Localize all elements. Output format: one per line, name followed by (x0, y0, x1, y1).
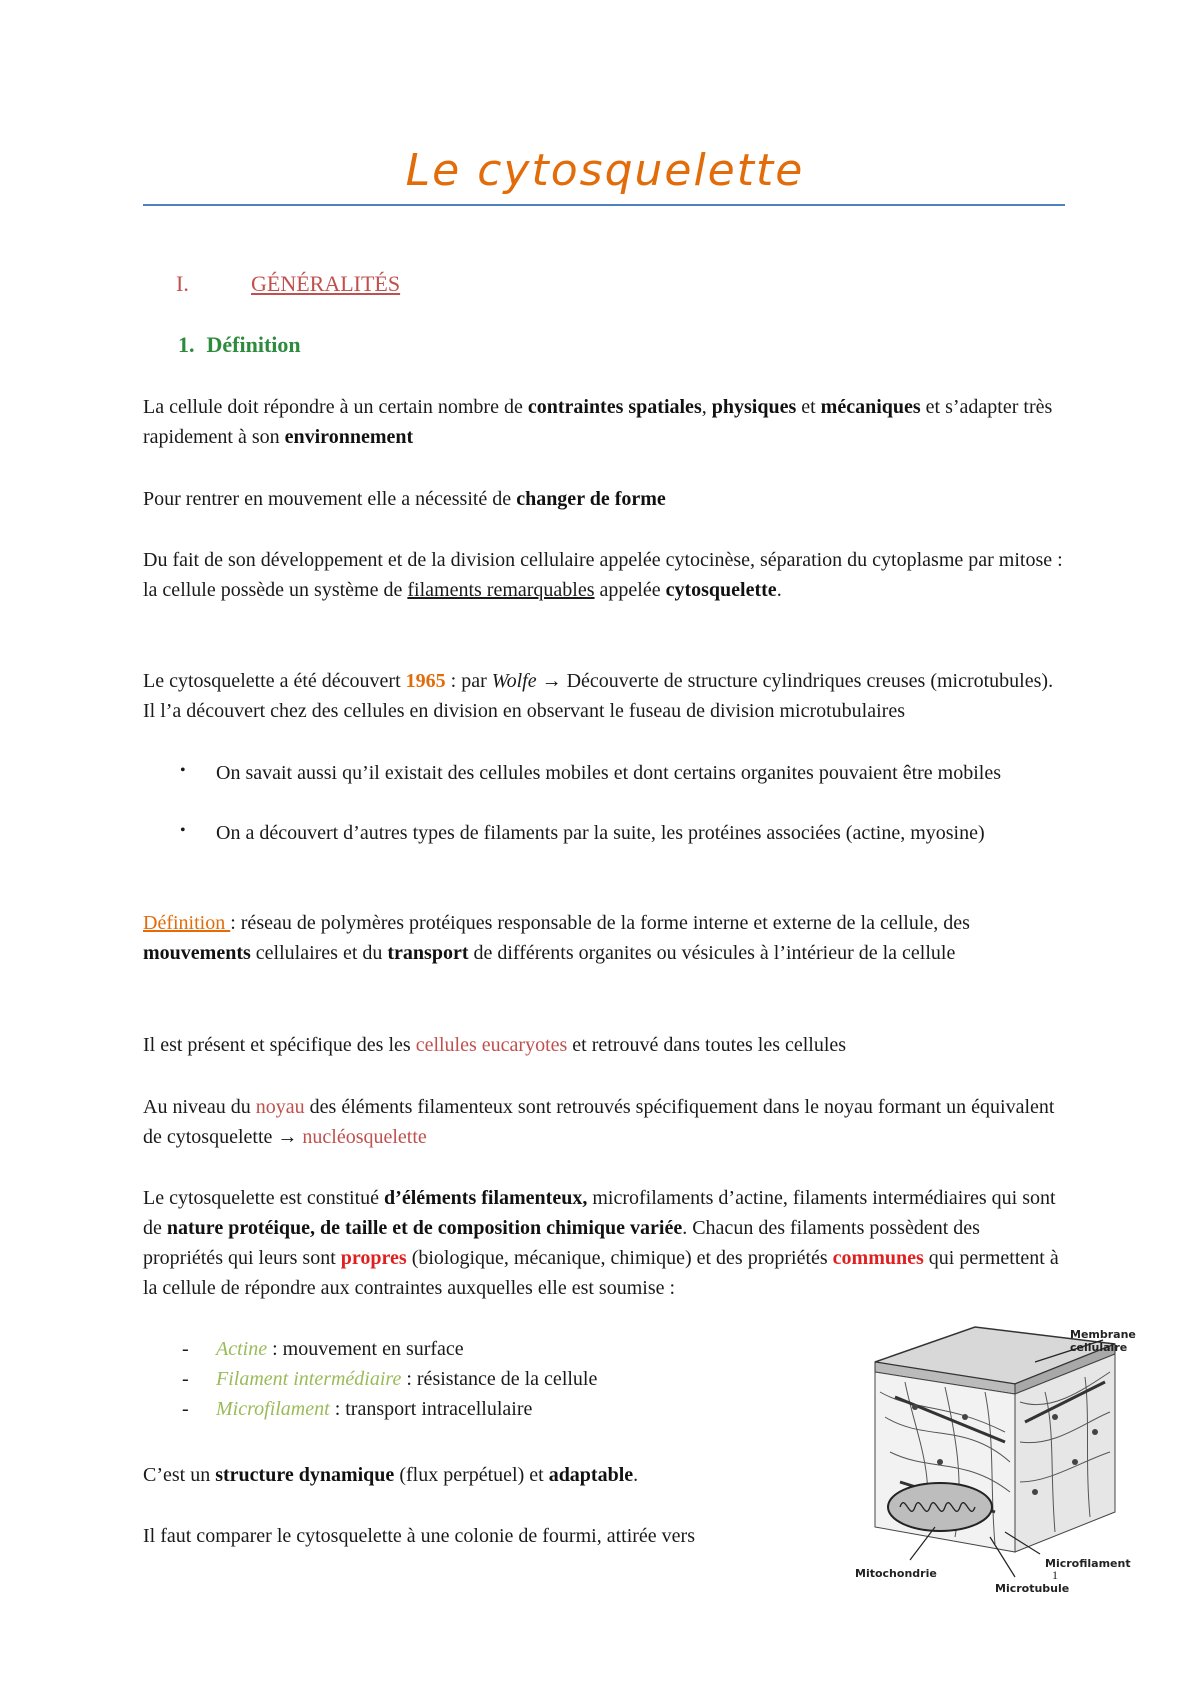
dash-list-item (182, 1334, 464, 1364)
bold-text: cytosquelette (665, 579, 777, 601)
label-line: Membrane (1070, 1328, 1136, 1341)
text: . (633, 1464, 639, 1486)
paragraph-ant-colony: Il faut comparer le cytosquelette à une colonie de fourmi, attirée vers (143, 1525, 695, 1547)
bold-text: environnement (284, 426, 414, 448)
figure-label-mitochondria: Mitochondrie (855, 1567, 937, 1580)
bold-text: nature protéique, de taille et de composition chimique variée (166, 1217, 683, 1239)
text: et s’adapter très rapidement à son (143, 396, 1053, 448)
text: : réseau de polymères protéiques responsable de la forme interne et externe de la cellule, des (230, 912, 970, 934)
text: Le cytosquelette a été découvert (143, 670, 406, 692)
underlined-text: filaments remarquables (407, 579, 595, 601)
text: La cellule doit répondre à un certain nombre de (143, 396, 528, 418)
text: Du fait de son développement et de la division cellulaire appelée cytocinèse, séparation du cytoplasme par mitose : la cellule possède un système de (143, 549, 1063, 601)
dash-icon: - (182, 1338, 189, 1360)
dash-list-item (182, 1364, 597, 1394)
list-item-text: On savait aussi qu’il existait des cellules mobiles et dont certains organites pouvaient être mobiles (216, 762, 1001, 784)
text: et (796, 396, 821, 418)
bold-text: mouvements (143, 942, 251, 964)
text: C’est un (143, 1464, 216, 1486)
text: Il est présent et spécifique des les (143, 1034, 416, 1056)
text: appelée (594, 579, 666, 601)
text: microfilaments d’actine, filaments intermédiaires qui sont de (143, 1187, 1056, 1239)
section-heading (176, 271, 400, 297)
section-number: I. (176, 271, 189, 296)
bullet-icon: • (180, 822, 186, 839)
text: cellulaires et du (250, 942, 388, 964)
bold-text: physiques (711, 396, 797, 418)
paragraph-discovery (143, 666, 1063, 726)
subsection-title: Définition (206, 332, 301, 357)
text: (flux perpétuel) et (394, 1464, 549, 1486)
text: Le cytosquelette est constitué (143, 1187, 385, 1209)
text: : résistance de la cellule (401, 1368, 598, 1390)
list-item (180, 818, 1080, 848)
text: : transport intracellulaire (329, 1398, 533, 1420)
bullet-icon: • (180, 762, 186, 779)
text: : par (445, 670, 492, 692)
figure-label-microtubule: Microtubule (995, 1582, 1070, 1595)
figure-label-membrane (1070, 1328, 1136, 1354)
text: . Chacun des filaments possèdent des propriétés qui leurs sont (143, 1217, 980, 1269)
bold-text: structure dynamique (215, 1464, 395, 1486)
text: des éléments filamenteux sont retrouvés spécifiquement dans le noyau formant un équivalent de cytosquelette (143, 1096, 1055, 1148)
section-title: GÉNÉRALITÉS (251, 271, 401, 296)
year-highlight: 1965 (405, 670, 446, 692)
bold-text: d’éléments filamenteux, (384, 1187, 588, 1209)
title-underline-rule (143, 204, 1065, 206)
bold-text: changer de forme (516, 488, 666, 510)
arrow-icon: → (536, 670, 567, 692)
dash-icon: - (182, 1368, 189, 1390)
text: . (776, 579, 782, 601)
paragraph-nucleus (143, 1092, 1063, 1152)
red-text: cellules eucaryotes (415, 1034, 568, 1056)
list-item (180, 758, 1080, 788)
paragraph-eukaryotes (143, 1030, 1063, 1060)
figure-label-microfilament: Microfilament (1045, 1557, 1131, 1570)
red-text: noyau (255, 1096, 305, 1118)
paragraph-shape (143, 484, 1063, 514)
text: Pour rentrer en mouvement elle a nécessité de (143, 488, 517, 510)
term: Actine (216, 1338, 268, 1360)
bold-text: transport (387, 942, 469, 964)
term: Filament intermédiaire (216, 1368, 402, 1390)
text: Au niveau du (143, 1096, 256, 1118)
subsection-number: 1. (178, 332, 195, 357)
red-bold-text: propres (340, 1247, 407, 1269)
text: Découverte de structure cylindriques creuses (microtubules). Il l’a découvert chez des cellules en division en observant le fuseau de division microtubulaires (143, 670, 1054, 722)
text: (biologique, mécanique, chimique) et des propriétés (406, 1247, 833, 1269)
text: , (701, 396, 712, 418)
paragraph-definition (143, 908, 1063, 968)
dash-list-item (182, 1394, 532, 1424)
label-line: cellulaire (1070, 1341, 1128, 1354)
author-name: Wolfe (491, 670, 537, 692)
list-item-text: On a découvert d’autres types de filaments par la suite, les protéines associées (actine, myosine) (216, 822, 985, 844)
paragraph-composition (143, 1183, 1063, 1303)
subsection-heading (178, 332, 301, 358)
cytoskeleton-figure (845, 1322, 1145, 1602)
text: qui permettent à la cellule de répondre aux contraintes auxquelles elle est soumise : (143, 1247, 1059, 1299)
term: Microfilament (216, 1398, 330, 1420)
text: et retrouvé dans toutes les cellules (567, 1034, 847, 1056)
red-bold-text: communes (832, 1247, 924, 1269)
arrow-icon: → (277, 1126, 303, 1148)
text: : mouvement en surface (267, 1338, 464, 1360)
bold-text: contraintes spatiales (527, 396, 702, 418)
red-text: nucléosquelette (302, 1126, 427, 1148)
bold-text: adaptable (548, 1464, 634, 1486)
bold-text: mécaniques (820, 396, 921, 418)
paragraph-development (143, 545, 1063, 605)
document-title: Le cytosquelette (405, 145, 805, 196)
definition-label: Définition (143, 912, 231, 934)
page-number: 1 (1052, 1568, 1058, 1582)
text: de différents organites ou vésicules à l’intérieur de la cellule (468, 942, 956, 964)
paragraph-constraints (143, 392, 1063, 452)
dash-icon: - (182, 1398, 189, 1420)
